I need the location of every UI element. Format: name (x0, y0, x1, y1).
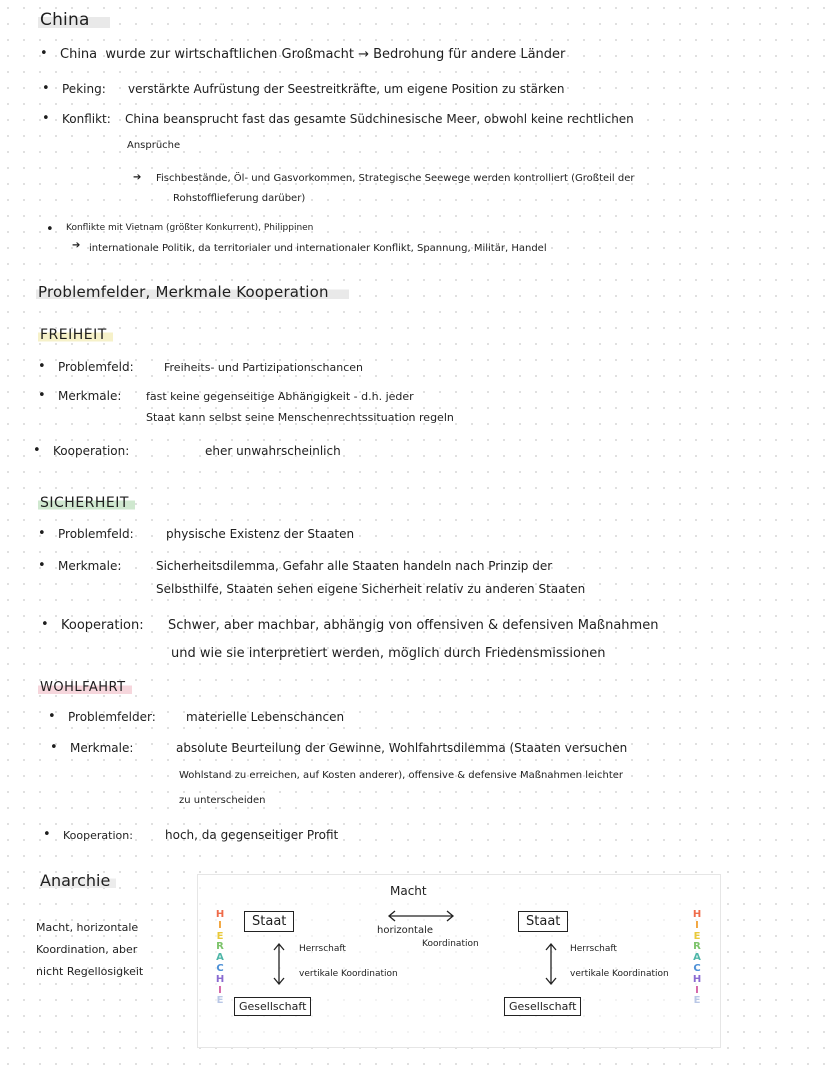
sicherheit-kooperation-line2: und wie sie interpretiert werden, möglich durch Friedensmissionen (171, 646, 606, 661)
china-bullet-1 (60, 47, 565, 62)
vertikale-label-right: vertikale Koordination (570, 969, 669, 979)
anarchie-heading: Anarchie (40, 871, 116, 890)
wohlfahrt-heading: WOHLFAHRT (38, 680, 132, 695)
hierarchie-vertical-left (215, 910, 225, 1007)
anarchie-note-line-1: Macht, horizontale (36, 921, 139, 934)
china-heading: China (38, 10, 110, 30)
gesellschaft-box-right: Gesellschaft (504, 997, 581, 1016)
horizontale-label: horizontale (377, 925, 434, 936)
sicherheit-kooperation-label: Kooperation: (61, 618, 144, 633)
wohlfahrt-problemfelder-text: materielle Lebenschancen (186, 710, 345, 724)
macht-label: Macht (390, 884, 427, 898)
anarchie-note (36, 917, 143, 983)
staat-box-left: Staat (244, 911, 294, 932)
wohlfahrt-merkmale-label: Merkmale: (70, 741, 134, 755)
wohlfahrt-merkmale (70, 741, 627, 755)
anarchie-note-line-2: Koordination, aber (36, 943, 138, 956)
sicherheit-problemfeld-label: Problemfeld: (58, 527, 134, 541)
hierarchie-letter: H (215, 909, 225, 920)
gesellschaft-box-left: Gesellschaft (234, 997, 311, 1016)
hierarchie-letter: C (693, 962, 701, 974)
sicherheit-merkmale-line2: Selbsthilfe, Staaten sehen eigene Sicherheit relativ zu anderen Staaten (156, 582, 586, 596)
arrow-right-icon: ➔ (72, 240, 81, 251)
hierarchie-letter: E (693, 930, 701, 942)
hierarchie-letter: H (692, 909, 702, 920)
wohlfahrt-merkmale-line1: absolute Beurteilung der Gewinne, Wohlfahrtsdilemma (Staaten versuchen (176, 741, 628, 755)
staat-box-right: Staat (518, 911, 568, 932)
hierarchie-letter: C (216, 962, 224, 974)
sicherheit-problemfeld-text: physische Existenz der Staaten (166, 527, 355, 541)
hierarchie-letter: I (695, 984, 699, 996)
freiheit-merkmale-line1: fast keine gegenseitige Abhängigkeit - d.h. jeder (146, 390, 414, 403)
hierarchie-letter: I (218, 984, 222, 996)
hierarchie-letter: A (693, 952, 701, 964)
china-bullet-3-label: Konflikt: (62, 112, 111, 126)
sicherheit-kooperation-line1: Schwer, aber machbar, abhängig von offensiven & defensiven Maßnahmen (168, 618, 659, 633)
double-arrow-vertical-icon (272, 941, 286, 987)
hierarchie-letter: R (216, 941, 224, 953)
freiheit-merkmale-label: Merkmale: (58, 389, 122, 403)
sicherheit-merkmale-label: Merkmale: (58, 559, 122, 573)
china-arrow-1-line1: Fischbestände, Öl- und Gasvorkommen, Strategische Seewege werden kontrolliert (Großteil der (156, 173, 635, 184)
herrschaft-label-right: Herrschaft (570, 944, 617, 954)
arrow-right-icon: ➔ (133, 172, 142, 183)
china-arrow-1-line2: Rohstofflieferung darüber) (173, 193, 306, 204)
freiheit-heading: FREIHEIT (38, 327, 113, 343)
freiheit-merkmale (58, 389, 414, 403)
anarchie-note-line-3: nicht Regellosigkeit (36, 965, 144, 978)
sicherheit-merkmale (58, 559, 552, 573)
china-bullet-4: • Konflikte mit Vietnam (größter Konkurrent), Philippinen (66, 223, 313, 233)
hierarchie-letter: E (216, 930, 224, 942)
china-bullet-3 (62, 112, 634, 126)
freiheit-problemfeld (58, 360, 363, 374)
hierarchie-letter: H (215, 973, 225, 985)
double-arrow-horizontal-icon (386, 909, 456, 923)
china-bullet-1-label: China (60, 47, 98, 62)
wohlfahrt-kooperation-label: Kooperation: (63, 829, 133, 842)
china-bullet-2-label: Peking: (62, 82, 106, 96)
hierarchie-letter: I (218, 919, 222, 931)
china-arrow-2: internationale Politik, da territorialer und internationaler Konflikt, Spannung, Militär, Handel (89, 243, 547, 254)
sicherheit-problemfeld (58, 527, 354, 541)
koordination-label: Koordination (422, 939, 479, 949)
hierarchie-vertical-right (692, 910, 702, 1007)
freiheit-kooperation (53, 444, 341, 458)
china-bullet-1-text: wurde zur wirtschaftlichen Großmacht → Bedrohung für andere Länder (105, 47, 566, 62)
hierarchie-letter: A (216, 952, 224, 964)
wohlfahrt-problemfelder-label: Problemfelder: (68, 710, 156, 724)
hierarchie-letter: R (693, 941, 701, 953)
china-bullet-2 (62, 82, 564, 96)
wohlfahrt-merkmale-line3: zu unterscheiden (179, 795, 266, 806)
china-bullet-2-text: verstärkte Aufrüstung der Seestreitkräfte, um eigene Position zu stärken (128, 82, 565, 96)
china-bullet-3-line2: Ansprüche (127, 140, 181, 151)
hierarchie-letter: H (692, 973, 702, 985)
hierarchie-letter: E (693, 995, 701, 1007)
wohlfahrt-kooperation-text: hoch, da gegenseitiger Profit (165, 828, 339, 842)
hierarchie-letter: E (216, 995, 224, 1007)
china-bullet-3-line1: China beansprucht fast das gesamte Südchinesische Meer, obwohl keine rechtlichen (125, 112, 634, 126)
freiheit-kooperation-label: Kooperation: (53, 444, 130, 458)
problem-heading: Problemfelder, Merkmale Kooperation (36, 283, 349, 301)
vertikale-label-left: vertikale Koordination (299, 969, 398, 979)
sicherheit-merkmale-line1: Sicherheitsdilemma, Gefahr alle Staaten handeln nach Prinzip der (156, 559, 553, 573)
sicherheit-heading: SICHERHEIT (38, 495, 135, 511)
anarchie-diagram (197, 874, 721, 1048)
freiheit-problemfeld-label: Problemfeld: (58, 360, 134, 374)
wohlfahrt-problemfelder (68, 710, 344, 724)
freiheit-merkmale-line2: Staat kann selbst seine Menschenrechtssituation regeln (146, 411, 454, 424)
freiheit-problemfeld-text: Freiheits- und Partizipationschancen (164, 361, 364, 374)
double-arrow-vertical-icon (544, 941, 558, 987)
sicherheit-kooperation (61, 618, 658, 633)
hierarchie-letter: I (695, 919, 699, 931)
wohlfahrt-kooperation (63, 828, 338, 842)
herrschaft-label-left: Herrschaft (299, 944, 346, 954)
freiheit-kooperation-text: eher unwahrscheinlich (205, 444, 341, 458)
wohlfahrt-merkmale-line2: Wohlstand zu erreichen, auf Kosten anderer), offensive & defensive Maßnahmen leichter (179, 770, 623, 781)
